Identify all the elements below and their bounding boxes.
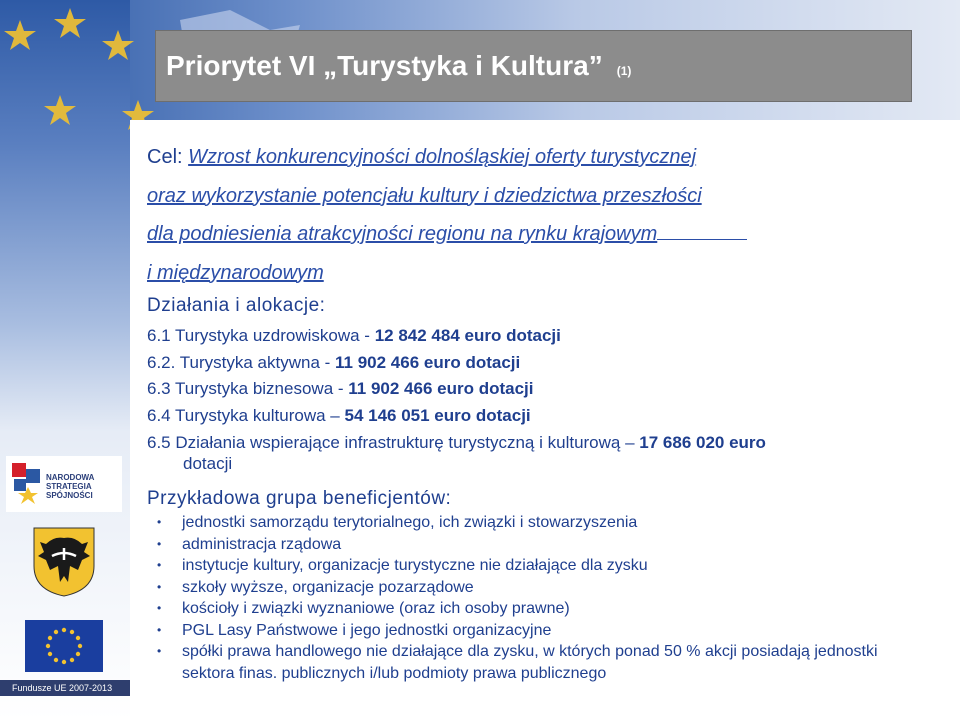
eu-funds-label: Fundusze UE 2007-2013 [0,680,130,696]
list-item-text: administracja rządowa [182,535,342,553]
action-label: 6.3 Turystyka biznesowa - [147,379,349,398]
action-amount: 11 902 466 euro dotacji [348,379,534,398]
actions-list [147,323,927,474]
nss-logo [6,456,122,512]
goal-line [147,215,917,254]
list-item [147,620,927,642]
list-item-text: jednostki samorządu terytorialnego, ich związki i stowarzyszenia [182,514,638,531]
underline-extension [657,222,747,240]
action-item [147,403,927,430]
eu-flag-stars-icon [25,620,103,672]
bullet-icon: • [157,601,162,615]
list-item-text: kościoły i związki wyznaniowe (oraz ich osoby prawne) [182,600,570,617]
star-icon [4,20,36,50]
action-label: 6.2. Turystyka aktywna - [147,352,336,372]
nss-emblem-icon [8,459,44,509]
list-item-text: instytucje kultury, organizacje turystyczne nie działające dla zysku [182,557,648,574]
goal-line [147,138,917,177]
goal-section [147,138,917,292]
bullet-icon: • [157,644,162,658]
goal-text: oraz wykorzystanie potencjału kultury i dziedzictwa przeszłości [147,184,702,207]
title-bar [155,30,912,102]
action-label: 6.5 Działania wspierające infrastrukturę turystyczną i kulturową – [147,433,640,452]
goal-line [147,254,917,293]
action-amount: 12 842 484 euro dotacji [374,326,561,345]
goal-line [147,177,917,216]
action-amount-continued: dotacji [183,454,233,473]
nss-line2: STRATEGIA SPÓJNOŚCI [46,482,93,500]
action-item [147,323,927,350]
goal-text: dla podniesienia atrakcyjności regionu na rynku krajowym [147,223,658,245]
list-item [147,555,927,577]
nss-text [46,473,122,500]
list-item-text: szkoły wyższe, organizacje pozarządowe [182,578,474,596]
bullet-icon: • [157,622,162,637]
goal-text: Wzrost konkurencyjności dolnośląskiej oferty turystycznej [188,146,697,168]
nss-line1: NARODOWA [46,473,95,482]
beneficiaries-list [147,512,927,684]
bullet-icon: • [157,579,162,594]
actions-heading: Działania i alokacje: [147,295,326,316]
bullet-icon: • [157,536,162,551]
list-item [147,577,927,599]
action-item [147,429,927,474]
action-item [147,376,927,403]
page-title: Priorytet VI „Turystyka i Kultura” [166,50,603,81]
action-amount: 54 146 051 euro dotacji [344,405,531,425]
action-amount: 17 686 020 euro [639,433,766,452]
list-item-text: PGL Lasy Państwowe i jego jednostki organizacyjne [182,621,552,639]
list-item [147,512,927,534]
star-icon [102,30,134,60]
list-item-text: spółki prawa handlowego nie działające dla zysku, w których ponad 50 % akcji posiadają jednostki sektora finas. publicznych i/lub podmioty prawa publicznego [182,643,878,682]
bullet-icon: • [157,558,162,572]
action-label: 6.4 Turystyka kulturowa – [147,405,345,425]
goal-text: i międzynarodowym [147,261,324,284]
list-item [147,598,927,620]
action-item [147,350,927,377]
goal-label: Cel: [147,146,183,168]
list-item [147,534,927,556]
list-item [147,641,927,684]
beneficiaries-heading: Przykładowa grupa beneficjentów: [147,488,452,509]
bullet-icon: • [157,515,162,529]
coat-of-arms-icon [32,526,96,598]
action-label: 6.1 Turystyka uzdrowiskowa - [147,326,375,345]
title-suffix: (1) [616,64,632,78]
star-icon [54,8,86,38]
star-icon [44,95,76,125]
eu-flag [25,620,103,672]
action-amount: 11 902 466 euro dotacji [335,352,521,372]
